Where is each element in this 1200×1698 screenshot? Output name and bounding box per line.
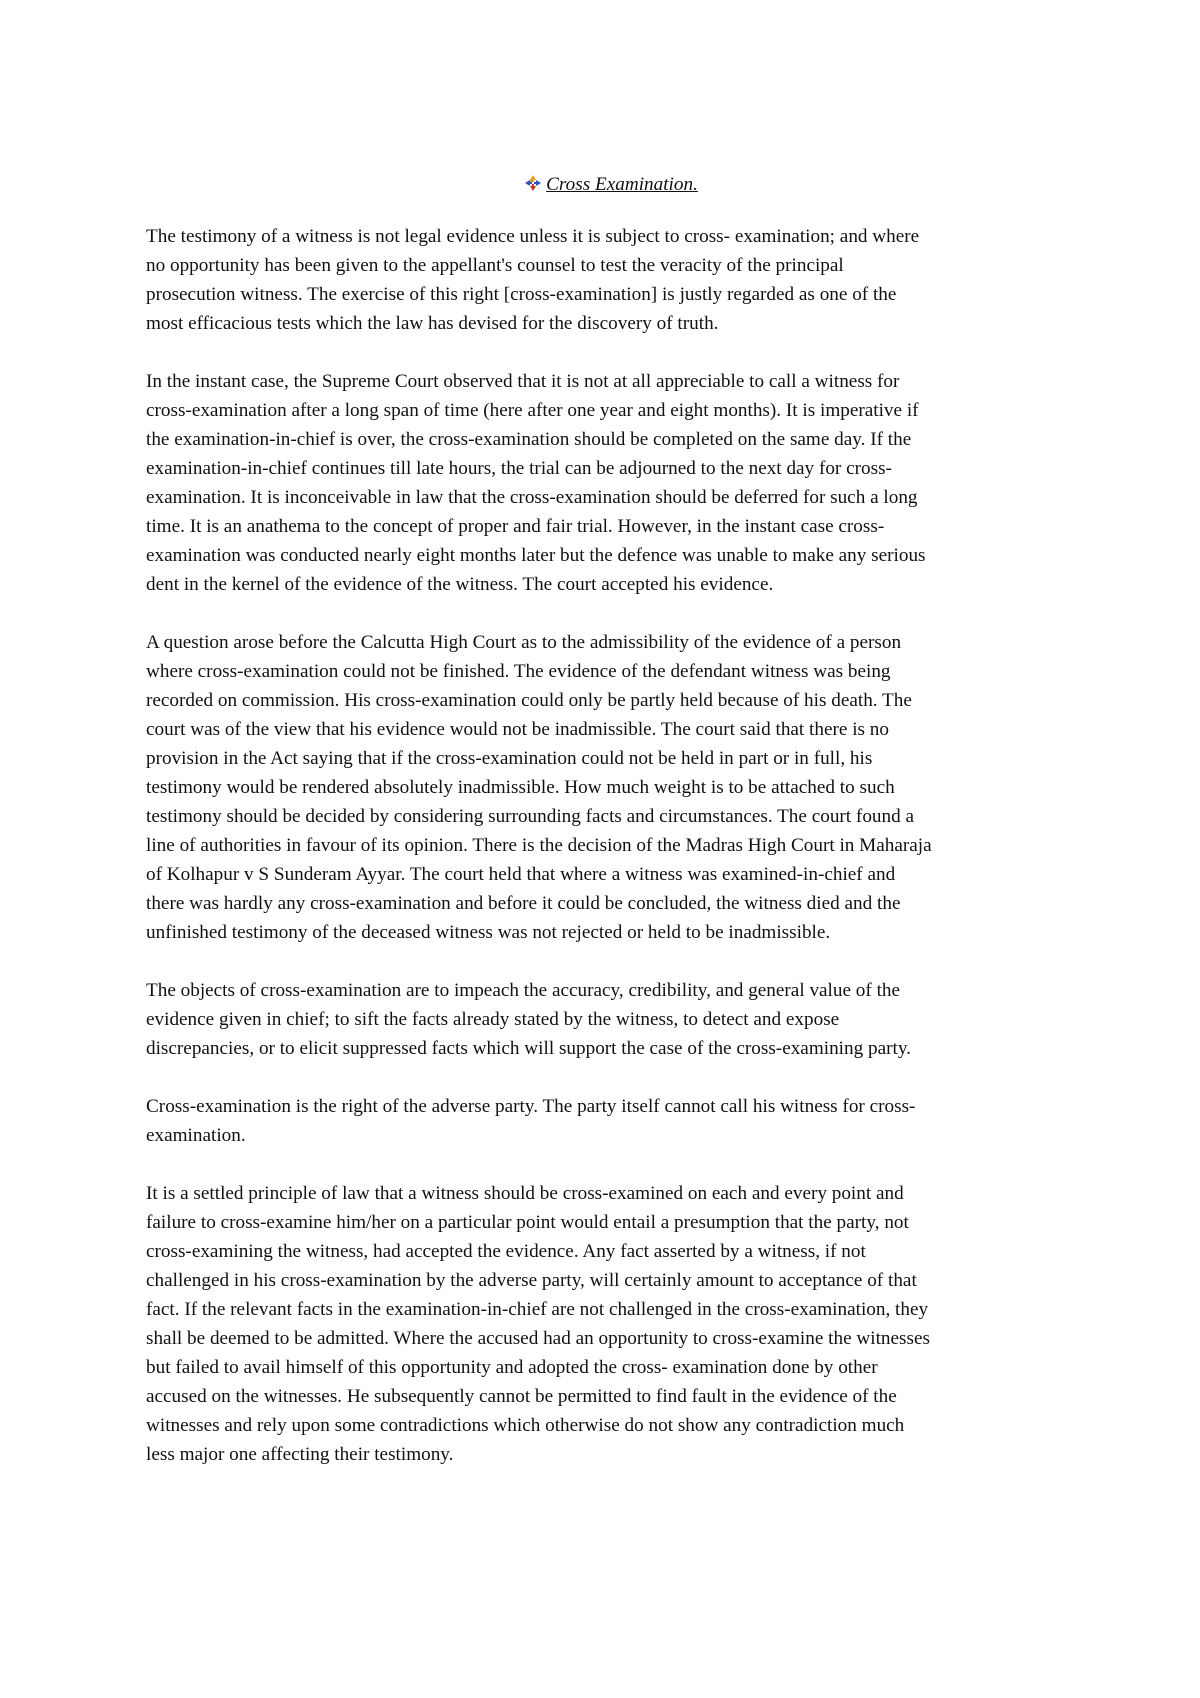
paragraph-line: examination. <box>146 1125 246 1146</box>
paragraph-line: line of authorities in favour of its opinion. There is the decision of the Madras High Court in Maharaja <box>146 835 932 856</box>
paragraph-line: no opportunity has been given to the appellant's counsel to test the veracity of the principal <box>146 255 844 276</box>
paragraph-line: provision in the Act saying that if the cross-examination could not be held in part or in full, his <box>146 748 873 769</box>
paragraph-line: The testimony of a witness is not legal evidence unless it is subject to cross- examination; and where <box>146 226 920 247</box>
paragraph-list <box>146 222 1076 1469</box>
paragraph-line: examination-in-chief continues till late hours, the trial can be adjourned to the next day for cross- <box>146 458 892 479</box>
paragraph-line: failure to cross-examine him/her on a particular point would entail a presumption that the party, not <box>146 1212 909 1233</box>
paragraph-line: discrepancies, or to elicit suppressed facts which will support the case of the cross-examining party. <box>146 1038 911 1059</box>
paragraph-line: It is a settled principle of law that a witness should be cross-examined on each and every point and <box>146 1183 904 1204</box>
section-heading <box>146 170 1076 199</box>
paragraph-line: fact. If the relevant facts in the examination-in-chief are not challenged in the cross-examination, they <box>146 1299 929 1320</box>
paragraph-line: where cross-examination could not be finished. The evidence of the defendant witness was being <box>146 661 891 682</box>
paragraph-line: recorded on commission. His cross-examination could only be partly held because of his death. The <box>146 690 912 711</box>
paragraph-line: In the instant case, the Supreme Court observed that it is not at all appreciable to call a witness for <box>146 371 900 392</box>
paragraph-line: evidence given in chief; to sift the facts already stated by the witness, to detect and expose <box>146 1009 840 1030</box>
paragraph-line: prosecution witness. The exercise of this right [cross-examination] is justly regarded as one of the <box>146 284 897 305</box>
paragraph-line: examination. It is inconceivable in law that the cross-examination should be deferred for such a long <box>146 487 918 508</box>
section-heading-text: Cross Examination. <box>546 174 698 195</box>
paragraph-line: the examination-in-chief is over, the cross-examination should be completed on the same day. If the <box>146 429 912 450</box>
document-body <box>146 170 1076 1498</box>
paragraph <box>146 222 1076 338</box>
paragraph-line: cross-examining the witness, had accepted the evidence. Any fact asserted by a witness, if not <box>146 1241 866 1262</box>
paragraph-line: Cross-examination is the right of the adverse party. The party itself cannot call his witness for cross- <box>146 1096 916 1117</box>
paragraph-line: examination was conducted nearly eight months later but the defence was unable to make any serious <box>146 545 926 566</box>
paragraph <box>146 1092 1076 1150</box>
paragraph <box>146 1179 1076 1469</box>
paragraph <box>146 367 1076 599</box>
paragraph-line: but failed to avail himself of this opportunity and adopted the cross- examination done by other <box>146 1357 878 1378</box>
paragraph <box>146 628 1076 947</box>
paragraph-line: of Kolhapur v S Sunderam Ayyar. The court held that where a witness was examined-in-chief and <box>146 864 896 885</box>
paragraph-line: accused on the witnesses. He subsequently cannot be permitted to find fault in the evidence of the <box>146 1386 897 1407</box>
paragraph-line: testimony would be rendered absolutely inadmissible. How much weight is to be attached to such <box>146 777 895 798</box>
paragraph-line: The objects of cross-examination are to impeach the accuracy, credibility, and general value of the <box>146 980 901 1001</box>
paragraph <box>146 976 1076 1063</box>
paragraph-line: testimony should be decided by considering surrounding facts and circumstances. The court found a <box>146 806 915 827</box>
paragraph-line: time. It is an anathema to the concept of proper and fair trial. However, in the instant case cross- <box>146 516 885 537</box>
paragraph-line: shall be deemed to be admitted. Where the accused had an opportunity to cross-examine the witnesses <box>146 1328 930 1349</box>
four-way-arrow-bullet-icon <box>524 174 542 192</box>
paragraph-line: court was of the view that his evidence would not be inadmissible. The court said that there is no <box>146 719 889 740</box>
paragraph-line: A question arose before the Calcutta High Court as to the admissibility of the evidence of a person <box>146 632 902 653</box>
paragraph-line: there was hardly any cross-examination and before it could be concluded, the witness died and the <box>146 893 901 914</box>
paragraph-line: dent in the kernel of the evidence of the witness. The court accepted his evidence. <box>146 574 774 595</box>
paragraph-line: less major one affecting their testimony. <box>146 1444 454 1465</box>
paragraph-line: witnesses and rely upon some contradictions which otherwise do not show any contradiction much <box>146 1415 905 1436</box>
paragraph-line: cross-examination after a long span of time (here after one year and eight months). It is imperative if <box>146 400 919 421</box>
paragraph-line: challenged in his cross-examination by the adverse party, will certainly amount to acceptance of that <box>146 1270 917 1291</box>
paragraph-line: most efficacious tests which the law has devised for the discovery of truth. <box>146 313 719 334</box>
paragraph-line: unfinished testimony of the deceased witness was not rejected or held to be inadmissible. <box>146 922 831 943</box>
